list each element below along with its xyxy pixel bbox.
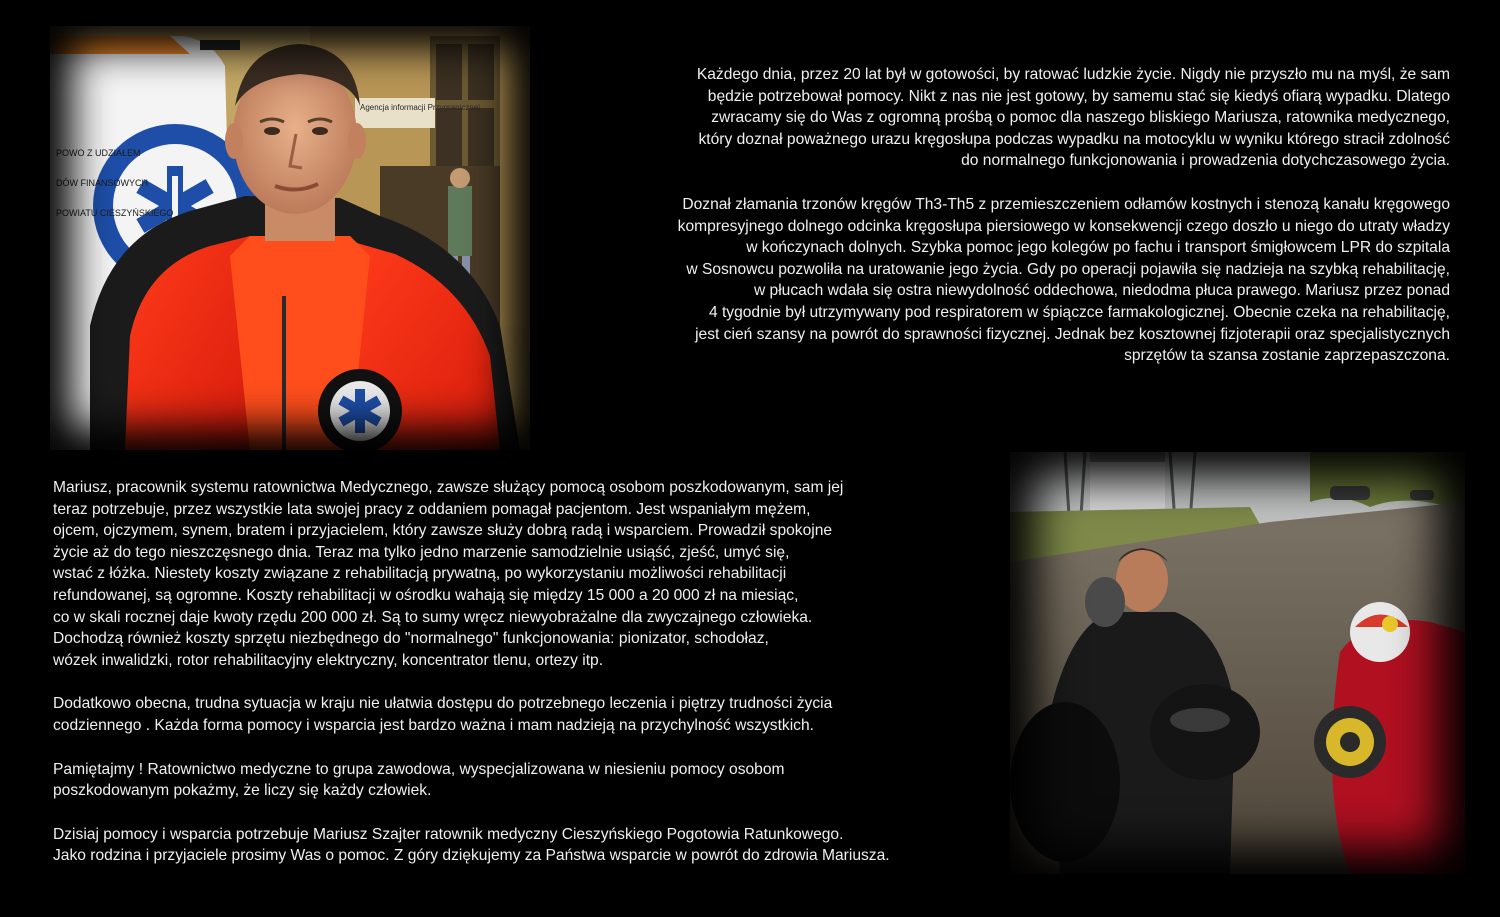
svg-text:DÓW FINANSOWYCH: DÓW FINANSOWYCH bbox=[56, 178, 148, 188]
text-line: jest cień szansy na powrót do sprawności fizycznej. Jednak bez kosztownej fizjoterapii oraz specjalistycznych bbox=[695, 325, 1450, 343]
text-line: w Sosnowcu pozwoliła na uratowanie jego życia. Gdy po operacji pojawiła się nadzieja na szybką rehabilitację, bbox=[686, 260, 1450, 278]
text-line: Mariusz, pracownik systemu ratownictwa Medycznego, zawsze służący pomocą osobom poszkodowanym, sam jej bbox=[53, 479, 844, 496]
text-line: 4 tygodnie był utrzymywany pod respiratorem w śpiączce farmakologicznej. Obecnie czeka na rehabilitację, bbox=[708, 303, 1450, 321]
text-line: co w skali rocznej daje kwoty rzędu 200 000 zł. Są to sumy wręcz niewyobrażalne dla zwyczajnego człowieka. bbox=[53, 608, 813, 626]
text-line: w płucach wdała się ostra niewydolność oddechowa, niedodma płuca prawego. Mariusz przez ponad bbox=[753, 282, 1450, 300]
text-line: poszkodowanym pokażmy, że liczy się każdy człowiek. bbox=[53, 782, 432, 800]
text-line: Dzisiaj pomocy i wsparcia potrzebuje Mariusz Szajter ratownik medyczny Cieszyńskiego Pogotowia Ratunkowego. bbox=[53, 825, 844, 843]
text-line: Dodatkowo obecna, trudna sytuacja w kraju nie ułatwia dostępu do potrzebnego leczenia i piętrzy trudności życia bbox=[53, 695, 833, 713]
intro-paragraph bbox=[560, 64, 1450, 172]
text-line: będzie potrzebował pomocy. Nikt z nas nie jest gotowy, by samemu stać się kiedyś ofiarą wypadku. Dlatego bbox=[707, 87, 1450, 105]
text-line: który doznał poważnego urazu kręgosłupa podczas wypadku na motocyklu w wyniku którego stracił zdolność bbox=[698, 130, 1450, 148]
text-line: sprzętów ta szansa zostanie zaprzepaszczona. bbox=[1124, 347, 1450, 365]
intro-text-block bbox=[560, 64, 1450, 367]
motorcycle-image bbox=[1010, 452, 1465, 874]
text-line: do normalnego funkcjonowania i prowadzenia dotychczasowego życia. bbox=[961, 152, 1450, 170]
appeal-text-block bbox=[53, 477, 1003, 867]
paramedic-portrait-image bbox=[50, 26, 530, 450]
remember-paragraph bbox=[53, 759, 1003, 802]
injury-paragraph bbox=[560, 194, 1450, 367]
closing-paragraph bbox=[53, 824, 1003, 867]
motorcycle-photo bbox=[1010, 452, 1465, 874]
about-paragraph bbox=[53, 477, 1003, 671]
text-line: zwracamy się do Was z ogromną prośbą o pomoc dla naszego bliskiego Mariusza, ratownika medycznego, bbox=[711, 109, 1450, 127]
text-line: ojcem, ojczymem, synem, bratem i przyjacielem, który zawsze służy dobrą radą i wsparciem. Prowadził spokojne bbox=[53, 522, 833, 540]
svg-text:POWO Z UDZIAŁEM: POWO Z UDZIAŁEM bbox=[56, 148, 141, 158]
text-line: Każdego dnia, przez 20 lat był w gotowości, by ratować ludzkie życie. Nigdy nie przyszło mu na myśl, że sam bbox=[696, 66, 1450, 83]
text-line: kompresyjnego dolnego odcinka kręgosłupa piersiowego w konsekwencji czego doszło u niego do utraty władzy bbox=[677, 217, 1450, 235]
text-line: w kończynach dolnych. Szybka pomoc jego kolegów po fachu i transport śmigłowcem LPR do szpitala bbox=[746, 239, 1450, 257]
text-line: codziennego . Każda forma pomocy i wsparcia jest bardzo ważna i mam nadzieją na przychylność wszystkich. bbox=[53, 716, 814, 734]
text-line: życie aż do tego nieszczęsnego dnia. Teraz ma tylko jedno marzenie samodzielnie usiąść, zjeść, umyć się, bbox=[53, 543, 790, 561]
text-line: Dochodzą również koszty sprzętu niezbędnego do "normalnego" funkcjonowania: pionizator, schodołaz, bbox=[53, 630, 769, 648]
text-line: refundowanej, są ogromne. Koszty rehabilitacji w ośrodku wahają się między 15 000 a 20 000 zł na miesiąc, bbox=[53, 586, 799, 604]
text-line: wózek inwalidzki, rotor rehabilitacyjny elektryczny, koncentrator tlenu, ortezy itp. bbox=[53, 651, 604, 669]
text-line: teraz potrzebuje, przez wszystkie lata swojej pracy z oddaniem pomagał pacjentom. Jest wspaniałym mężem, bbox=[53, 500, 811, 518]
paramedic-portrait-photo bbox=[50, 26, 530, 450]
svg-text:POWIATU CIESZYŃSKIEGO: POWIATU CIESZYŃSKIEGO bbox=[56, 208, 174, 218]
text-line: wstać z łóżka. Niestety koszty związane z rehabilitacją prywatną, po wykorzystaniu możliwości rehabilitacji bbox=[53, 565, 787, 583]
text-line: Doznał złamania trzonów kręgów Th3-Th5 z przemieszczeniem odłamów kostnych i stenozą kanału kręgowego bbox=[682, 195, 1450, 213]
svg-text:Agencja informacji Przygranicz: Agencja informacji Przygranicznej bbox=[360, 103, 481, 112]
text-line: Pamiętajmy ! Ratownictwo medyczne to grupa zawodowa, wyspecjalizowana w niesieniu pomocy osobom bbox=[53, 760, 785, 778]
situation-paragraph bbox=[53, 693, 1003, 736]
text-line: Jako rodzina i przyjaciele prosimy Was o pomoc. Z góry dziękujemy za Państwa wsparcie w powrót do zdrowia Mariusza. bbox=[53, 847, 890, 865]
